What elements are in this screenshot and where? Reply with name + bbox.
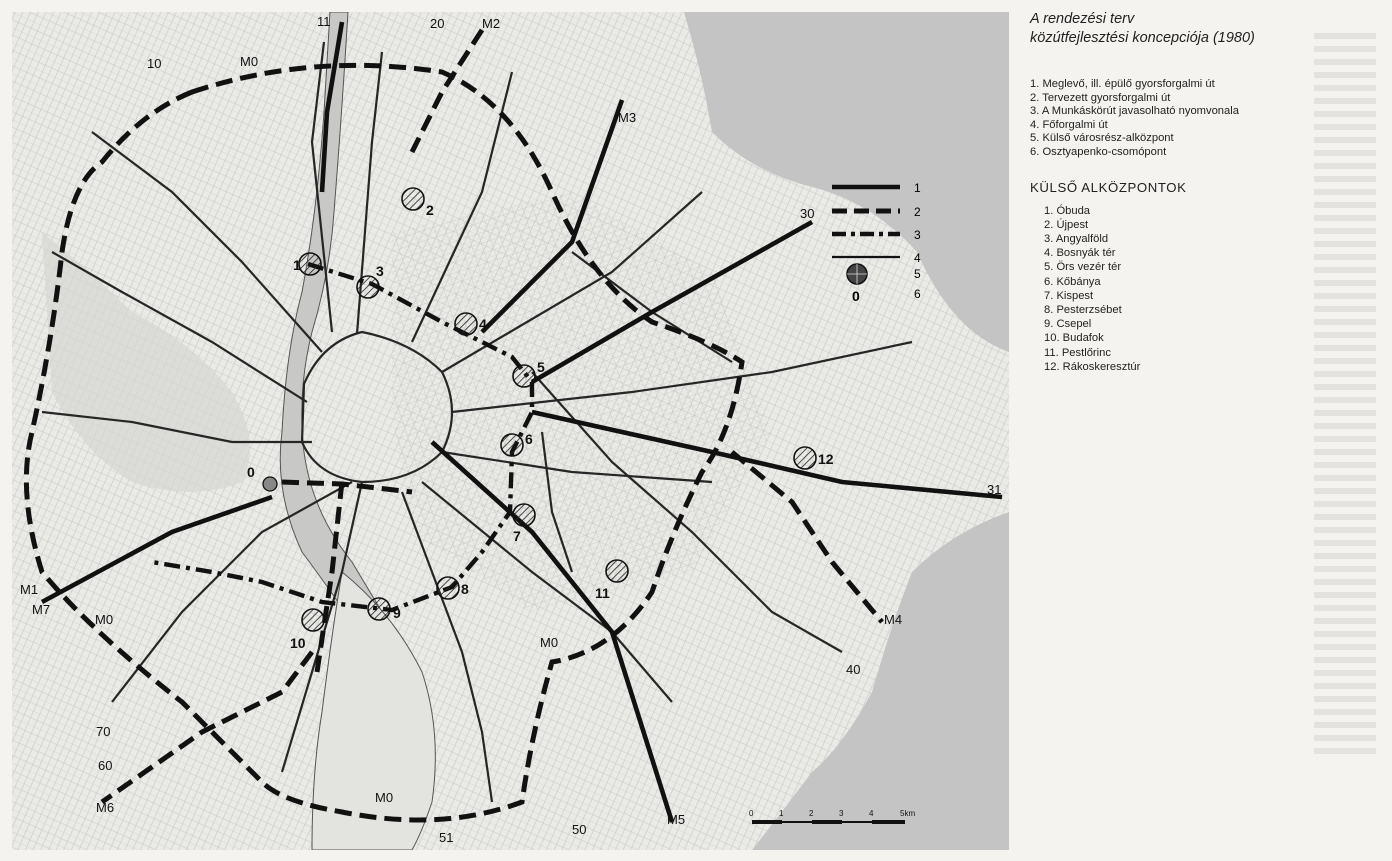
title-line-1: A rendezési terv	[1030, 11, 1135, 27]
center-num-1: 1	[293, 257, 301, 273]
scale-tick-1: 1	[779, 809, 784, 818]
center-item: 8. Pesterzsébet	[1044, 303, 1122, 316]
label-m4: M4	[884, 612, 903, 627]
centers-heading: KÜLSŐ ALKÖZPONTOK	[1030, 179, 1187, 195]
label-m1: M1	[20, 582, 39, 597]
scale-tick-2: 2	[809, 809, 814, 818]
key-num-5: 5	[914, 267, 921, 281]
center-marker-obuda	[299, 253, 321, 275]
label-60: 60	[98, 758, 113, 773]
legend-item: 5. Külső városrész-alközpont	[1030, 132, 1174, 145]
label-m0-right: M0	[540, 635, 559, 650]
center-marker-csepel	[368, 598, 390, 620]
center-marker-kispest	[513, 504, 535, 526]
key-node-label: 0	[852, 288, 860, 304]
center-marker-kobanya	[501, 434, 523, 456]
center-item: 2. Újpest	[1044, 218, 1089, 231]
label-m6: M6	[96, 800, 115, 815]
center-item: 9. Csepel	[1044, 318, 1092, 331]
legend-item: 6. Osztyapenko-csomópont	[1030, 145, 1167, 158]
key-num-3: 3	[914, 228, 921, 242]
label-50: 50	[572, 822, 587, 837]
center-item: 3. Angyalföld	[1044, 232, 1109, 245]
center-num-8: 8	[461, 581, 469, 597]
center-item: 4. Bosnyák tér	[1044, 247, 1116, 260]
node-num-0: 0	[247, 464, 255, 480]
label-m7: M7	[32, 602, 51, 617]
center-marker-bosnyak	[455, 313, 477, 335]
center-marker-budafok	[302, 609, 324, 631]
label-31: 31	[987, 482, 1002, 497]
caption-panel	[1030, 10, 1380, 855]
center-marker-pestlorinc	[606, 560, 628, 582]
center-num-10: 10	[290, 635, 306, 651]
label-40: 40	[846, 662, 861, 677]
osztyapenko-node-marker	[263, 477, 277, 491]
legend-item: 2. Tervezett gyorsforgalmi út	[1030, 91, 1171, 104]
scale-tick-0: 0	[749, 809, 754, 818]
center-num-7: 7	[513, 528, 521, 544]
legend-item: 1. Meglevő, ill. épülő gyorsforgalmi út	[1030, 78, 1215, 90]
label-10: 10	[147, 56, 162, 71]
map-canvas	[12, 12, 1009, 850]
center-num-2: 2	[426, 202, 434, 218]
key-num-2: 2	[914, 205, 921, 219]
center-num-11: 11	[595, 585, 610, 601]
center-num-6: 6	[525, 431, 533, 447]
center-marker-rakoskeresztur	[794, 447, 816, 469]
center-item: 12. Rákoskeresztúr	[1044, 360, 1141, 373]
legend-item: 3. A Munkáskörút javasolható nyomvonala	[1030, 105, 1239, 118]
label-m2: M2	[482, 16, 501, 31]
center-item: 11. Pestlőrinc	[1044, 346, 1111, 359]
center-marker-pesterzsebet	[437, 577, 459, 599]
label-m5: M5	[667, 812, 686, 827]
key-num-4: 4	[914, 251, 921, 265]
bleed-through-text	[1314, 26, 1376, 826]
label-m3: M3	[618, 110, 637, 125]
key-num-6: 6	[914, 287, 921, 301]
center-item: 1. Óbuda	[1044, 204, 1091, 217]
center-item: 5. Örs vezér tér	[1044, 261, 1122, 274]
center-item: 10. Budafok	[1044, 332, 1104, 345]
title-line-2: közútfejlesztési koncepciója (1980)	[1030, 30, 1255, 46]
label-70: 70	[96, 724, 111, 739]
center-num-4: 4	[479, 316, 487, 332]
scale-tick-3: 3	[839, 809, 844, 818]
center-num-3: 3	[376, 263, 384, 279]
center-marker-ujpest	[402, 188, 424, 210]
center-marker-ors-vezer	[513, 365, 535, 387]
label-m0-bottom: M0	[375, 790, 394, 805]
scale-tick-4: 4	[869, 809, 874, 818]
center-num-12: 12	[818, 451, 834, 467]
scale-tick-5: 5km	[900, 809, 916, 818]
label-30: 30	[800, 206, 815, 221]
label-m0-top: M0	[240, 54, 259, 69]
center-marker-angyalfold	[357, 276, 379, 298]
label-51: 51	[439, 830, 454, 845]
label-20: 20	[430, 16, 445, 31]
budapest-road-map	[12, 12, 1009, 850]
label-m0-left: M0	[95, 612, 114, 627]
center-item: 6. Kőbánya	[1044, 275, 1101, 288]
key-num-1: 1	[914, 181, 921, 195]
center-num-5: 5	[537, 359, 545, 375]
center-num-9: 9	[393, 605, 401, 621]
legend-item: 4. Főforgalmi út	[1030, 118, 1108, 131]
label-11: 11	[317, 14, 331, 29]
center-item: 7. Kispest	[1044, 289, 1094, 302]
